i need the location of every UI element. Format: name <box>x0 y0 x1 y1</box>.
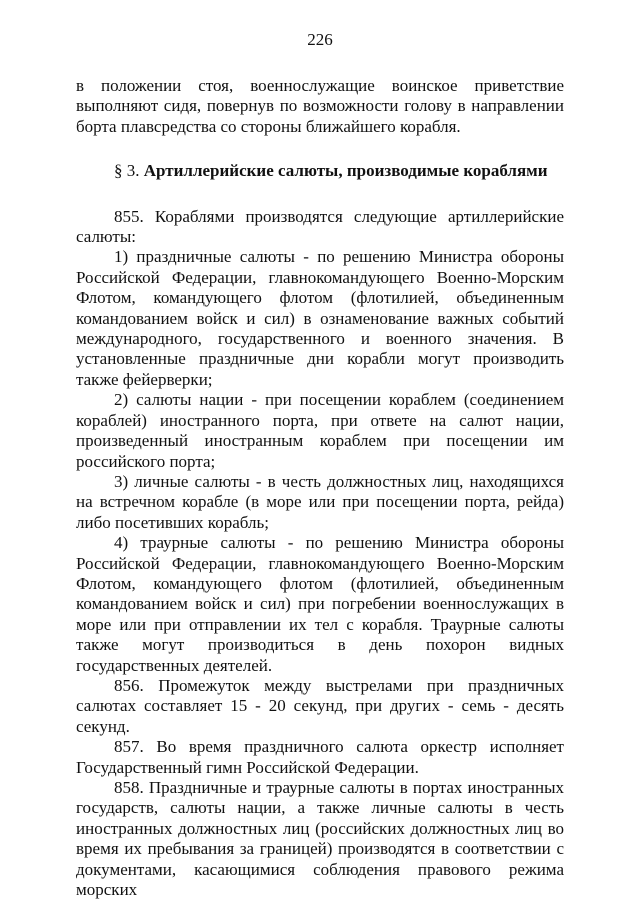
paragraph-858: 858. Праздничные и траурные салюты в портах иностранных государств, салюты нации, а также личные салюты в честь иностранных должностных лиц (российских должностных лиц во время их пребывания за границей) производятся в соответствии с документами, касающимися соблюдения правового режима морских <box>76 778 564 900</box>
list-item-1: 1) праздничные салюты - по решению Министра обороны Российской Федерации, главнокомандующего Военно-Морским Флотом, командующего флотом (флотилией, объединенным командованием войск и сил) в ознаменование важных событий международного, государственного и военного значения. В установленные праздничные дни корабли могут производить также фейерверки; <box>76 247 564 389</box>
section-title: Артиллерийские салюты, производимые кораблями <box>143 161 548 181</box>
list-item-2: 2) салюты нации - при посещении кораблем (соединением кораблей) иностранного порта, при ответе на салют нации, произведенный иностранным кораблем при посещении им российского порта; <box>76 390 564 471</box>
list-item-3: 3) личные салюты - в честь должностных лиц, находящихся на встречном корабле (в море или при посещении порта, рейда) либо посетивших корабль; <box>76 471 564 532</box>
document-body <box>76 76 564 900</box>
paragraph-856: 856. Промежуток между выстрелами при праздничных салютах составляет 15 - 20 секунд, при других - семь - десять секунд. <box>76 675 564 736</box>
page-number: 226 <box>307 30 333 49</box>
list-item-4: 4) траурные салюты - по решению Министра обороны Российской Федерации, главнокомандующего Военно-Морским Флотом, командующего флотом (флотилией, объединенным командованием войск и сил) при погребении военнослужащих в море или при отправлении их тел с корабля. Траурные салюты также могут производиться в день похорон видных государственных деятелей. <box>76 533 564 675</box>
paragraph-857: 857. Во время праздничного салюта оркестр исполняет Государственный гимн Российской Федерации. <box>76 737 564 777</box>
section-heading <box>76 161 564 181</box>
paragraph-855: 855. Кораблями производятся следующие артиллерийские салюты: <box>76 206 564 247</box>
section-number: § 3. <box>114 161 140 181</box>
paragraph-continuation: в положении стоя, военнослужащие воинское приветствие выполняют сидя, повернув по возможности голову в направлении борта плавсредства со стороны ближайшего корабля. <box>76 76 564 136</box>
